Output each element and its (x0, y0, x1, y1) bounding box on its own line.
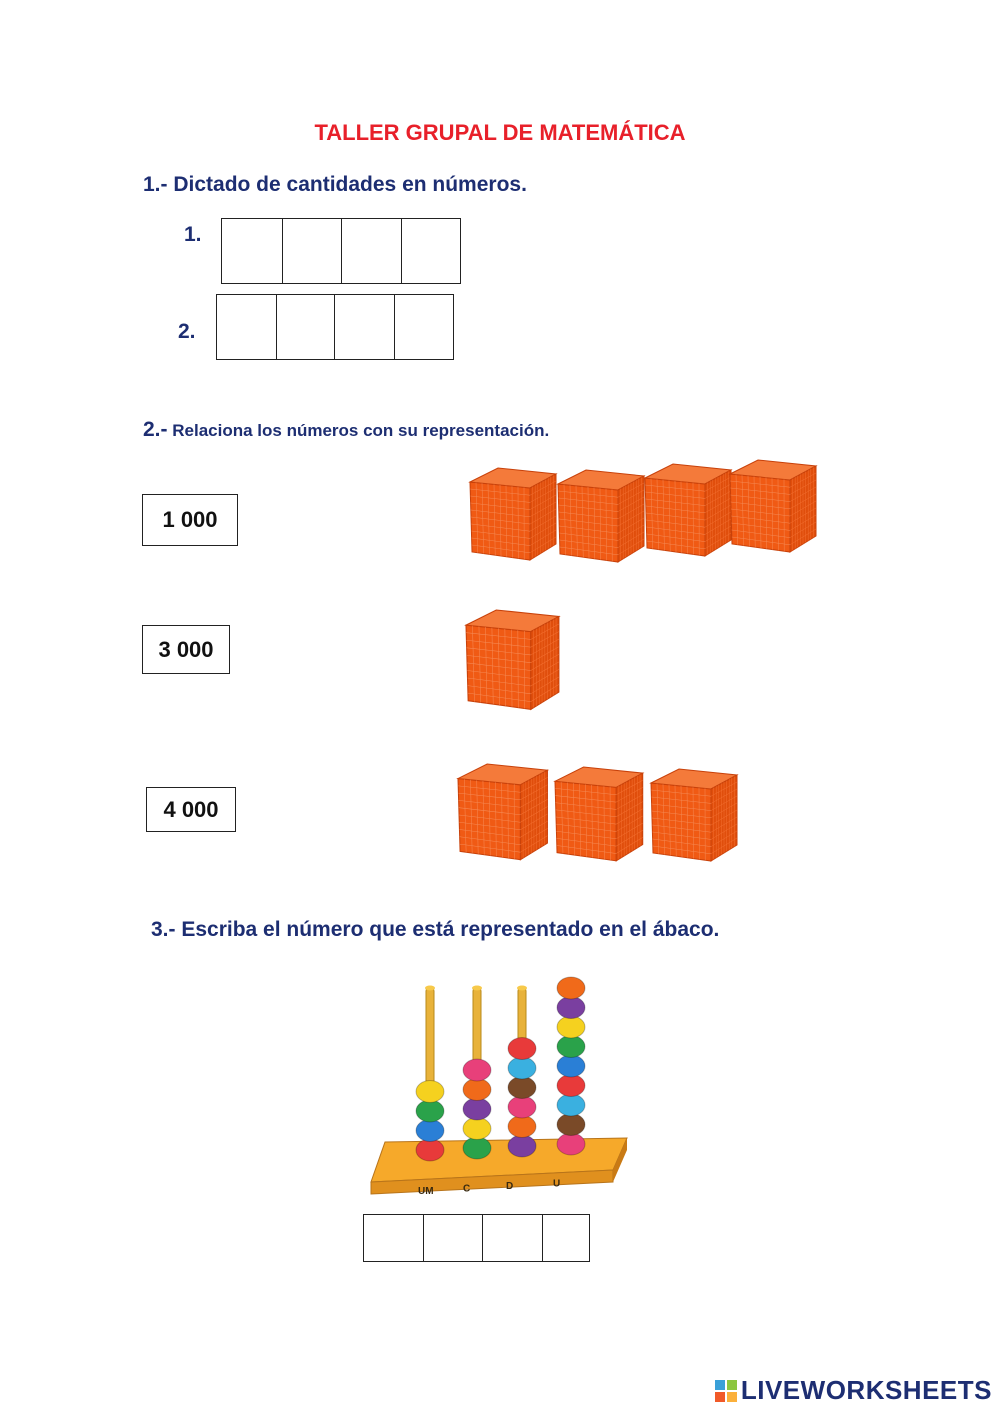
dictation-row-label-1: 1. (184, 223, 202, 246)
thousand-cube (466, 610, 559, 709)
abacus-bead (416, 1081, 444, 1103)
abacus-column-label: C (463, 1183, 471, 1195)
abacus-rod-cap (425, 986, 435, 991)
abacus-bead (416, 1120, 444, 1142)
section1-heading: 1.- Dictado de cantidades en números. (143, 173, 527, 196)
cube-group-four[interactable] (470, 460, 820, 560)
abacus-bead (557, 1114, 585, 1136)
abacus-column-label: D (506, 1181, 514, 1192)
abacus-answer-row (363, 1214, 590, 1262)
answer-cell[interactable] (217, 295, 277, 359)
abacus-bead (557, 1075, 585, 1097)
abacus-bead (508, 1038, 536, 1060)
abacus-bead (508, 1057, 536, 1079)
section2-number: 2.- (143, 418, 168, 441)
abacus-bead (416, 1139, 444, 1161)
abacus-bead (557, 977, 585, 999)
abacus-bead (557, 1133, 585, 1155)
abacus-bead (416, 1100, 444, 1122)
section2-instruction: Relaciona los números con su representación. (172, 421, 550, 440)
answer-cell[interactable] (395, 295, 454, 359)
thousand-cube (555, 767, 643, 861)
number-card-3000[interactable]: 3 000 (142, 625, 230, 674)
dictation-answer-row-2 (216, 294, 454, 360)
dictation-answer-row-1 (221, 218, 461, 284)
abacus-bead (508, 1116, 536, 1138)
thousand-cube (651, 769, 737, 861)
liveworksheets-logo (715, 1375, 992, 1406)
section2-heading (143, 418, 549, 442)
section3-heading: 3.- Escriba el número que está representado en el ábaco. (151, 918, 720, 941)
answer-cell[interactable] (483, 1215, 543, 1261)
number-card-1000[interactable]: 1 000 (142, 494, 238, 546)
answer-cell[interactable] (222, 219, 283, 283)
thousand-cube (458, 764, 547, 860)
abacus-bead (508, 1135, 536, 1157)
abacus-bead (463, 1118, 491, 1140)
worksheet-title: TALLER GRUPAL DE MATEMÁTICA (314, 120, 686, 145)
abacus-rod-cap (517, 986, 527, 991)
thousand-cube (470, 468, 556, 560)
answer-cell[interactable] (342, 219, 402, 283)
abacus-illustration (365, 982, 630, 1202)
abacus-bead (557, 1094, 585, 1116)
abacus-column-label: U (553, 1178, 561, 1190)
abacus-bead (557, 1055, 585, 1077)
thousand-cube (730, 460, 816, 552)
answer-cell[interactable] (402, 219, 461, 283)
dictation-row-label-2: 2. (178, 320, 196, 343)
abacus-bead (508, 1096, 536, 1118)
abacus-bead (463, 1079, 491, 1101)
thousand-cube (558, 470, 644, 562)
abacus-column-label: UM (418, 1186, 434, 1197)
cube-group-three[interactable] (458, 764, 748, 864)
answer-cell[interactable] (543, 1215, 589, 1261)
brand-name: LIVEWORKSHEETS (740, 1375, 992, 1405)
abacus-bead (463, 1098, 491, 1120)
logo-mark-icon (715, 1380, 737, 1402)
answer-cell[interactable] (424, 1215, 483, 1261)
abacus-bead (463, 1059, 491, 1081)
answer-cell[interactable] (283, 219, 343, 283)
abacus-bead (463, 1137, 491, 1159)
number-card-4000[interactable]: 4 000 (146, 787, 236, 832)
thousand-cube (645, 464, 731, 556)
abacus-bead (508, 1077, 536, 1099)
answer-cell[interactable] (335, 295, 395, 359)
answer-cell[interactable] (277, 295, 336, 359)
answer-cell[interactable] (364, 1215, 424, 1261)
cube-group-one[interactable] (466, 610, 566, 714)
abacus-bead (557, 1036, 585, 1058)
abacus-rod-cap (472, 986, 482, 991)
abacus-bead (557, 1016, 585, 1038)
abacus-bead (557, 997, 585, 1019)
